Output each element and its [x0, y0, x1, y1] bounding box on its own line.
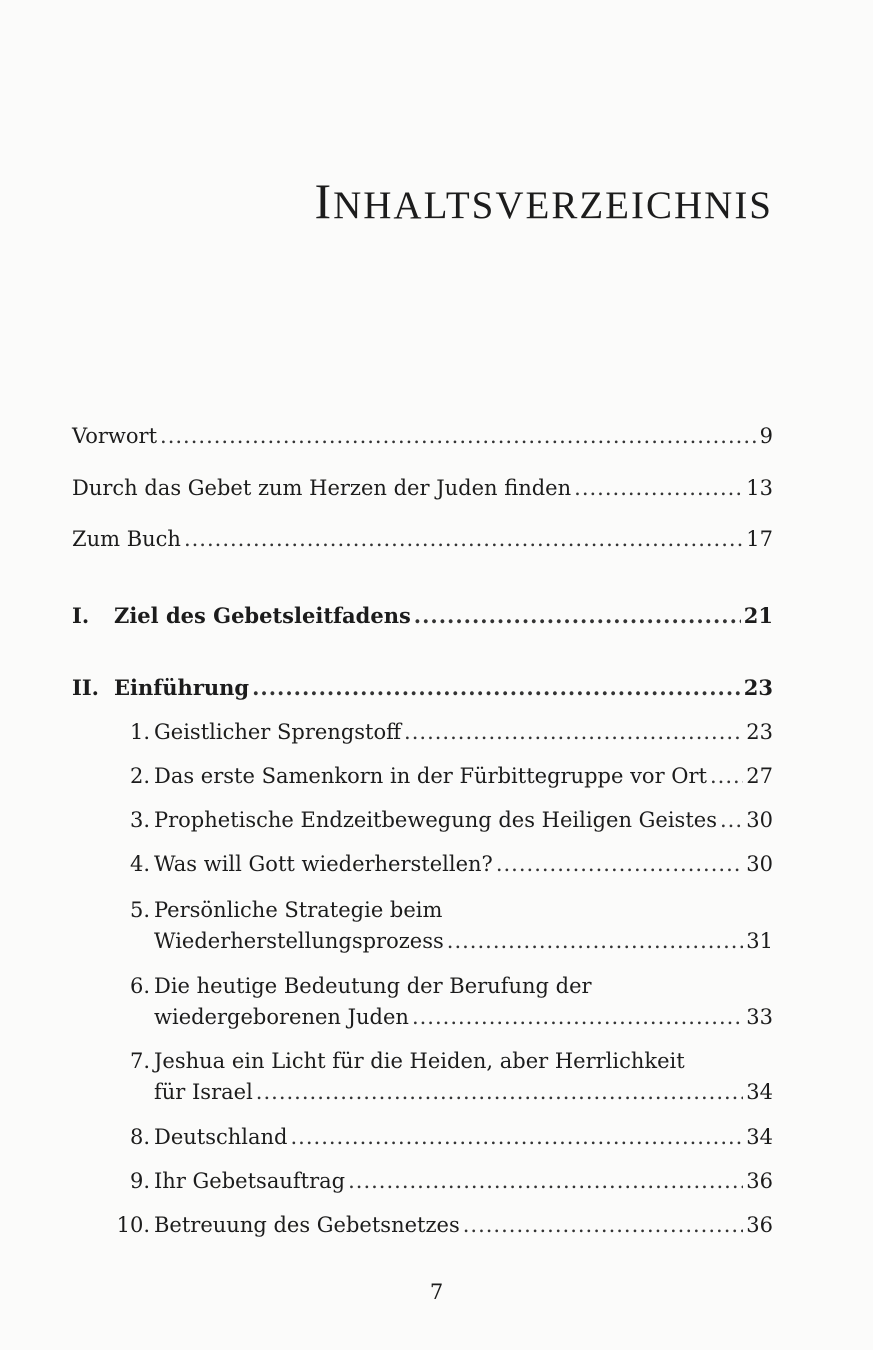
toc-section-2-7-line1[interactable]: 7. Jeshua ein Licht für die Heiden, aber Herrlichkeit — [129, 1049, 685, 1073]
leader-dots — [291, 1123, 744, 1151]
toc-section-2-5-line1[interactable]: 5. Persönliche Strategie beim — [129, 898, 443, 922]
leader-dots — [348, 1167, 743, 1195]
toc-section-2-3[interactable]: 3. Prophetische Endzeitbewegung des Heiligen Geistes ..... 30 — [72, 806, 773, 834]
leader-dots — [710, 762, 743, 790]
toc-section-2-1[interactable]: 1. Geistlicher Sprengstoff ..... 23 — [72, 718, 773, 746]
toc-title: INHALTSVERZEICHNIS — [314, 173, 773, 229]
toc-entry-durch-das-gebet[interactable]: Durch das Gebet zum Herzen der Juden finden ..... 13 — [72, 474, 773, 502]
page-number: 7 — [429, 1280, 444, 1304]
toc-section-2-6-line1[interactable]: 6. Die heutige Bedeutung der Berufung der — [129, 974, 592, 998]
leader-dots — [412, 1003, 743, 1031]
toc-section-2-4[interactable]: 4. Was will Gott wiederherstellen? ..... 30 — [72, 850, 773, 878]
toc-chapter-1[interactable]: I. Ziel des Gebetsleitfadens ..... 21 — [72, 602, 773, 630]
leader-dots — [256, 1078, 743, 1106]
toc-section-2-7[interactable]: für Israel ..... 34 — [72, 1078, 773, 1106]
leader-dots — [574, 474, 743, 502]
toc-section-2-9[interactable]: 9. Ihr Gebetsauftrag ..... 36 — [72, 1167, 773, 1195]
toc-section-2-5[interactable]: Wiederherstellungsprozess ..... 31 — [72, 927, 773, 955]
toc-entry-vorwort[interactable]: Vorwort ..... 9 — [72, 422, 773, 450]
leader-dots — [160, 422, 757, 450]
toc-chapter-2[interactable]: II. Einführung ..... 23 — [72, 674, 773, 702]
leader-dots — [447, 927, 743, 955]
leader-dots — [252, 674, 741, 702]
leader-dots — [720, 806, 743, 834]
toc-section-2-8[interactable]: 8. Deutschland ..... 34 — [72, 1123, 773, 1151]
leader-dots — [404, 718, 743, 746]
leader-dots — [414, 602, 741, 630]
toc-section-2-2[interactable]: 2. Das erste Samenkorn in der Fürbittegruppe vor Ort ..... 27 — [72, 762, 773, 790]
leader-dots — [184, 525, 743, 553]
leader-dots — [496, 850, 743, 878]
toc-section-2-6[interactable]: wiedergeborenen Juden ..... 33 — [72, 1003, 773, 1031]
toc-entry-zum-buch[interactable]: Zum Buch ..... 17 — [72, 525, 773, 553]
leader-dots — [463, 1211, 744, 1239]
toc-section-2-10[interactable]: 10. Betreuung des Gebetsnetzes ..... 36 — [72, 1211, 773, 1239]
